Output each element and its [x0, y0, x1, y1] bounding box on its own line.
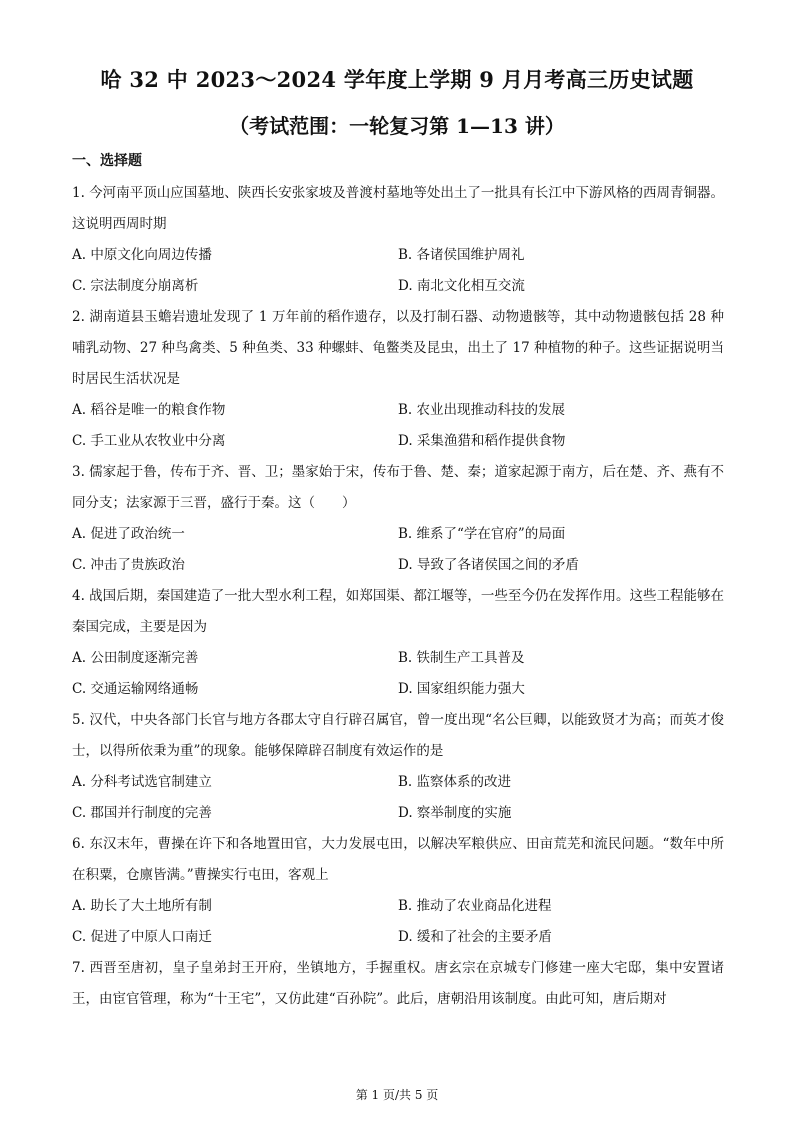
- option-a: A. 中原文化向周边传播: [72, 247, 212, 263]
- option-c: C. 郡国并行制度的完善: [72, 805, 212, 821]
- option-b: B. 农业出现推动科技的发展: [398, 402, 566, 418]
- question-stem: 6. 东汉末年，曹操在许下和各地置田官，大力发展屯田，以解决军粮供应、田亩荒芜和流民问题。“数年中所在积粟，仓廪皆满。”曹操实行屯田，客观上: [72, 836, 724, 883]
- option-c: C. 宗法制度分崩离析: [72, 278, 199, 294]
- option-b: B. 推动了农业商品化进程: [398, 898, 552, 914]
- option-c: C. 冲击了贵族政治: [72, 557, 185, 573]
- question-5: [72, 705, 724, 829]
- question-stem: 2. 湖南道县玉蟾岩遗址发现了 1 万年前的稻作遗存，以及打制石器、动物遗骸等，其中动物遗骸包括 28 种哺乳动物、27 种鸟禽类、5 种鱼类、33 种螺蚌、龟鳖类及昆虫，出土了 17 种植物的种子。这些证据说明当时居民生活状况是: [72, 309, 724, 387]
- option-d: D. 缓和了社会的主要矛盾: [398, 929, 552, 945]
- exam-subtitle: （考试范围：一轮复习第 1—13 讲）: [229, 114, 565, 138]
- question-4: [72, 581, 724, 705]
- option-d: D. 国家组织能力强大: [398, 681, 525, 697]
- option-d: D. 察举制度的实施: [398, 805, 512, 821]
- exam-title: 哈 32 中 2023～2024 学年度上学期 9 月月考高三历史试题: [100, 67, 694, 92]
- question-2: [72, 302, 724, 457]
- option-c: C. 交通运输网络通畅: [72, 681, 199, 697]
- option-grid: [72, 240, 724, 302]
- option-d: D. 采集渔猎和稻作提供食物: [398, 433, 566, 449]
- option-d: D. 南北文化相互交流: [398, 278, 525, 294]
- section-heading: 一、选择题: [72, 153, 142, 169]
- question-stem: 1. 今河南平顶山应国墓地、陕西长安张家坡及普渡村墓地等处出土了一批具有长江中下游风格的西周青铜器。这说明西周时期: [72, 185, 724, 232]
- page-number: 第 1 页/共 5 页: [355, 1088, 439, 1102]
- option-c: C. 手工业从农牧业中分离: [72, 433, 226, 449]
- option-grid: [72, 767, 724, 829]
- question-7: [72, 953, 724, 1015]
- option-grid: [72, 891, 724, 953]
- question-stem: 5. 汉代，中央各部门长官与地方各郡太守自行辟召属官，曾一度出现“名公巨卿，以能致贤才为高；而英才俊士，以得所依秉为重”的现象。能够保障辟召制度有效运作的是: [72, 712, 724, 759]
- option-grid: [72, 643, 724, 705]
- question-stem: 7. 西晋至唐初，皇子皇弟封王开府，坐镇地方，手握重权。唐玄宗在京城专门修建一座大宅邸，集中安置诸王，由宦官管理，称为“十王宅”，又仿此建“百孙院”。此后，唐朝沿用该制度。由此可知，唐后期对: [72, 960, 724, 1007]
- question-1: [72, 178, 724, 302]
- option-d: D. 导致了各诸侯国之间的矛盾: [398, 557, 579, 573]
- option-a: A. 助长了大土地所有制: [72, 898, 212, 914]
- option-b: B. 铁制生产工具普及: [398, 650, 525, 666]
- option-b: B. 监察体系的改进: [398, 774, 512, 790]
- option-grid: [72, 395, 724, 457]
- option-a: A. 促进了政治统一: [72, 526, 185, 542]
- option-b: B. 各诸侯国维护周礼: [398, 247, 525, 263]
- option-a: A. 分科考试选官制建立: [72, 774, 212, 790]
- question-6: [72, 829, 724, 953]
- question-list: [72, 178, 724, 1015]
- option-a: A. 稻谷是唯一的粮食作物: [72, 402, 226, 418]
- option-c: C. 促进了中原人口南迁: [72, 929, 212, 945]
- option-a: A. 公田制度逐渐完善: [72, 650, 199, 666]
- question-stem: 3. 儒家起于鲁，传布于齐、晋、卫；墨家始于宋，传布于鲁、楚、秦；道家起源于南方，后在楚、齐、燕有不同分支；法家源于三晋，盛行于秦。这（ ）: [72, 464, 724, 511]
- option-grid: [72, 519, 724, 581]
- option-b: B. 维系了“学在官府”的局面: [398, 526, 566, 542]
- question-stem: 4. 战国后期，秦国建造了一批大型水利工程，如郑国渠、都江堰等，一些至今仍在发挥作用。这些工程能够在秦国完成，主要是因为: [72, 588, 724, 635]
- question-3: [72, 457, 724, 581]
